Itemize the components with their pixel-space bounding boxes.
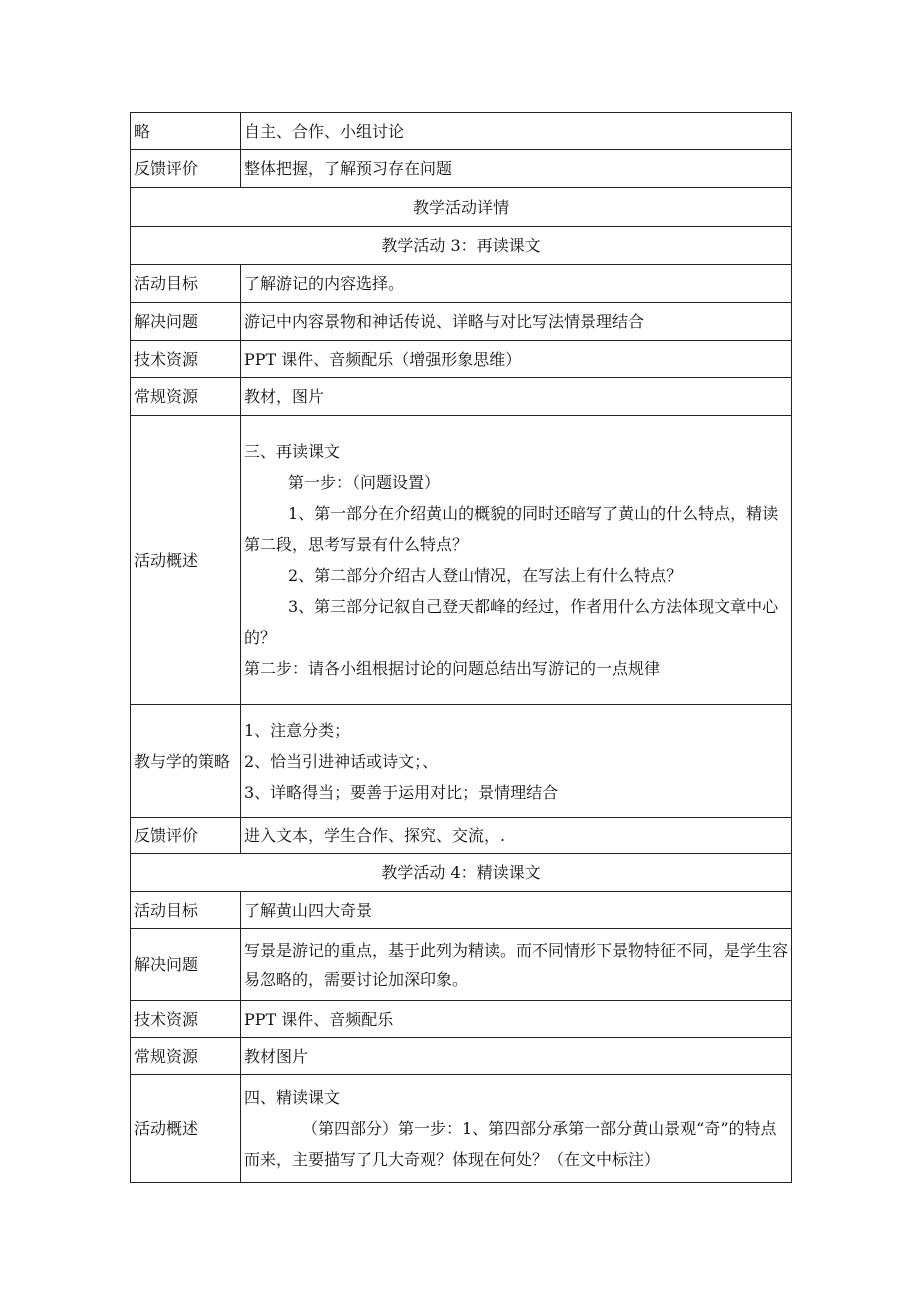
section-header: 教学活动详情 [131, 188, 792, 227]
table-row [131, 818, 792, 854]
activity4-problem: 写景是游记的重点，基于此列为精读。而不同情形下景物特征不同，是学生容易忽略的，需要讨论加深印象。 [241, 929, 792, 1001]
table-row [131, 1075, 792, 1183]
activity3-problem: 游记中内容景物和神话传说、详略与对比写法情景理结合 [241, 303, 792, 341]
activity-title-row [131, 227, 792, 265]
table-row [131, 705, 792, 818]
row-label: 活动概述 [131, 1075, 241, 1183]
activity3-strategy [241, 705, 792, 818]
row-label: 反馈评价 [131, 150, 241, 188]
overview-line: （第四部分）第一步：1、第四部分承第一部分黄山景观“奇”的特点而来，主要描写了几大奇观？体现在何处？（在文中标注） [244, 1119, 777, 1169]
table-row [131, 341, 792, 378]
activity3-normal: 教材，图片 [241, 378, 792, 416]
activity3-tech: PPT 课件、音频配乐（增强形象思维） [241, 341, 792, 378]
table-row [131, 378, 792, 416]
strategy-line: 1、注意分类； [244, 720, 351, 740]
table-row [131, 113, 792, 150]
activity3-goal: 了解游记的内容选择。 [241, 265, 792, 303]
row-label: 解决问题 [131, 929, 241, 1001]
row-label: 解决问题 [131, 303, 241, 341]
row-value: 整体把握，了解预习存在问题 [241, 150, 792, 188]
overview-line: 第一步：（问题设置） [288, 473, 441, 492]
row-label: 常规资源 [131, 1038, 241, 1075]
overview-line: 三、再读课文 [244, 442, 341, 461]
overview-line: 第二步：请各小组根据讨论的问题总结出写游记的一点规律 [244, 659, 661, 678]
row-label: 常规资源 [131, 378, 241, 416]
activity-title-row [131, 854, 792, 892]
activity4-tech: PPT 课件、音频配乐 [241, 1001, 792, 1038]
strategy-line: 3、详略得当；要善于运用对比；景情理结合 [244, 782, 559, 802]
activity3-overview [241, 416, 792, 705]
row-label: 活动目标 [131, 892, 241, 929]
table-row [131, 265, 792, 303]
activity3-feedback: 进入文本，学生合作、探究、交流，. [241, 818, 792, 854]
activity4-overview [241, 1075, 792, 1183]
table-row [131, 1001, 792, 1038]
table-row [131, 892, 792, 929]
overview-line: 2、第二部分介绍古人登山情况，在写法上有什么特点？ [288, 566, 683, 585]
table-row [131, 303, 792, 341]
row-label: 反馈评价 [131, 818, 241, 854]
table-row [131, 416, 792, 705]
row-label: 教与学的策略 [131, 705, 241, 818]
lesson-plan-table [130, 112, 792, 1183]
row-label: 技术资源 [131, 341, 241, 378]
strategy-line: 2、恰当引进神话或诗文；、 [244, 751, 439, 771]
activity4-title: 教学活动 4：精读课文 [131, 854, 792, 892]
row-label: 活动概述 [131, 416, 241, 705]
overview-line: 四、精读课文 [244, 1088, 341, 1107]
overview-line: 1、第一部分在介绍黄山的概貌的同时还暗写了黄山的什么特点，精读第二段，思考写景有什么特点？ [244, 504, 779, 554]
row-label: 略 [131, 113, 241, 150]
row-value: 自主、合作、小组讨论 [241, 113, 792, 150]
table-row [131, 1038, 792, 1075]
activity4-goal: 了解黄山四大奇景 [241, 892, 792, 929]
activity3-title: 教学活动 3：再读课文 [131, 227, 792, 265]
overview-line: 3、第三部分记叙自己登天都峰的经过，作者用什么方法体现文章中心的？ [244, 597, 779, 647]
row-label: 技术资源 [131, 1001, 241, 1038]
table-row [131, 929, 792, 1001]
table-row [131, 150, 792, 188]
activity4-normal: 教材图片 [241, 1038, 792, 1075]
row-label: 活动目标 [131, 265, 241, 303]
section-header-row [131, 188, 792, 227]
